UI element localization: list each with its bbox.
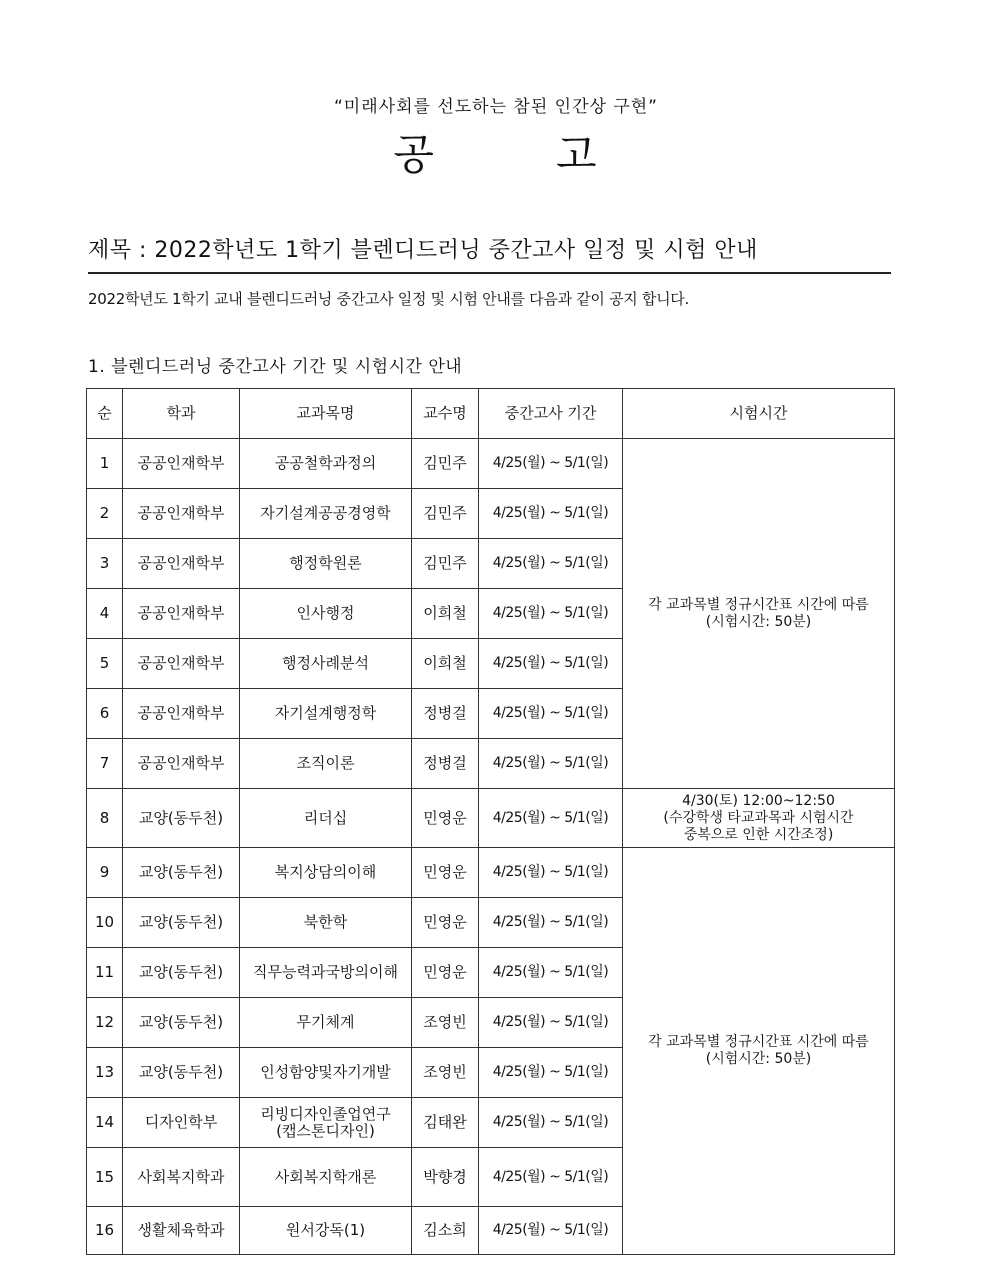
exam-time-group-1 bbox=[623, 439, 895, 789]
row-professor: 정병걸 bbox=[412, 739, 479, 789]
row-professor: 민영운 bbox=[412, 789, 479, 848]
row-course: 자기설계공공경영학 bbox=[240, 489, 412, 539]
row-period: 4/25(월) ~ 5/1(일) bbox=[479, 539, 623, 589]
row-no: 1 bbox=[87, 439, 123, 489]
table-row bbox=[87, 848, 895, 898]
row-course: 복지상담의이해 bbox=[240, 848, 412, 898]
row-period: 4/25(월) ~ 5/1(일) bbox=[479, 439, 623, 489]
row-professor: 김민주 bbox=[412, 489, 479, 539]
row-dept: 교양(동두천) bbox=[123, 898, 240, 948]
row-professor: 이희철 bbox=[412, 589, 479, 639]
row-no: 6 bbox=[87, 689, 123, 739]
row-dept: 공공인재학부 bbox=[123, 539, 240, 589]
row-course: 북한학 bbox=[240, 898, 412, 948]
row-course: 인성함양및자기개발 bbox=[240, 1048, 412, 1098]
row-no: 13 bbox=[87, 1048, 123, 1098]
row-professor: 김민주 bbox=[412, 439, 479, 489]
row-course: 조직이론 bbox=[240, 739, 412, 789]
row-dept: 교양(동두천) bbox=[123, 1048, 240, 1098]
row-course: 인사행정 bbox=[240, 589, 412, 639]
row-course: 자기설계행정학 bbox=[240, 689, 412, 739]
row-dept: 공공인재학부 bbox=[123, 489, 240, 539]
notice-title-char-2: 고 bbox=[556, 130, 599, 179]
row-period: 4/25(월) ~ 5/1(일) bbox=[479, 589, 623, 639]
row-period: 4/25(월) ~ 5/1(일) bbox=[479, 1148, 623, 1207]
row-no: 12 bbox=[87, 998, 123, 1048]
row-period: 4/25(월) ~ 5/1(일) bbox=[479, 898, 623, 948]
row-period: 4/25(월) ~ 5/1(일) bbox=[479, 789, 623, 848]
row-course-line: 리빙디자인졸업연구 bbox=[260, 1104, 391, 1123]
col-header-professor: 교수명 bbox=[412, 389, 479, 439]
notice-title bbox=[0, 122, 992, 182]
row-professor: 김태완 bbox=[412, 1098, 479, 1148]
row-period: 4/25(월) ~ 5/1(일) bbox=[479, 689, 623, 739]
row-period: 4/25(월) ~ 5/1(일) bbox=[479, 998, 623, 1048]
row-course: 행정학원론 bbox=[240, 539, 412, 589]
exam-schedule-table bbox=[86, 388, 895, 1255]
row-no: 11 bbox=[87, 948, 123, 998]
row-professor: 민영운 bbox=[412, 848, 479, 898]
row-dept: 공공인재학부 bbox=[123, 589, 240, 639]
subject-heading: 제목 : 2022학년도 1학기 블렌디드러닝 중간고사 일정 및 시험 안내 bbox=[88, 236, 891, 274]
row-no: 3 bbox=[87, 539, 123, 589]
row-dept: 공공인재학부 bbox=[123, 739, 240, 789]
row-professor: 김민주 bbox=[412, 539, 479, 589]
row-professor: 조영빈 bbox=[412, 998, 479, 1048]
row-professor: 민영운 bbox=[412, 948, 479, 998]
row-dept: 공공인재학부 bbox=[123, 439, 240, 489]
row-dept: 교양(동두천) bbox=[123, 848, 240, 898]
row-course: 무기체계 bbox=[240, 998, 412, 1048]
row-professor: 민영운 bbox=[412, 898, 479, 948]
row-no: 14 bbox=[87, 1098, 123, 1148]
row-no: 9 bbox=[87, 848, 123, 898]
row-dept: 교양(동두천) bbox=[123, 789, 240, 848]
row-course bbox=[240, 1098, 412, 1148]
col-header-course: 교과목명 bbox=[240, 389, 412, 439]
table-header-row bbox=[87, 389, 895, 439]
table-row bbox=[87, 439, 895, 489]
row-dept: 공공인재학부 bbox=[123, 639, 240, 689]
notice-title-char-1: 공 bbox=[393, 130, 436, 179]
row-professor: 이희철 bbox=[412, 639, 479, 689]
row-no: 5 bbox=[87, 639, 123, 689]
row-period: 4/25(월) ~ 5/1(일) bbox=[479, 948, 623, 998]
row-no: 7 bbox=[87, 739, 123, 789]
row-period: 4/25(월) ~ 5/1(일) bbox=[479, 1098, 623, 1148]
row-course: 공공철학과정의 bbox=[240, 439, 412, 489]
exam-time-line: 4/30(토) 12:00~12:50 bbox=[682, 792, 835, 809]
row-professor: 조영빈 bbox=[412, 1048, 479, 1098]
row-no: 10 bbox=[87, 898, 123, 948]
row-professor: 김소희 bbox=[412, 1207, 479, 1255]
exam-time-line: (시험시간: 50분) bbox=[705, 1051, 812, 1067]
row-course-line: (캡스톤디자인) bbox=[276, 1121, 375, 1140]
col-header-dept: 학과 bbox=[123, 389, 240, 439]
col-header-period: 중간고사 기간 bbox=[479, 389, 623, 439]
exam-time-line: 각 교과목별 정규시간표 시간에 따름 bbox=[648, 596, 869, 613]
row-dept: 교양(동두천) bbox=[123, 948, 240, 998]
row-dept: 생활체육학과 bbox=[123, 1207, 240, 1255]
row-period: 4/25(월) ~ 5/1(일) bbox=[479, 739, 623, 789]
col-header-no: 순 bbox=[87, 389, 123, 439]
row-dept: 디자인학부 bbox=[123, 1098, 240, 1148]
exam-time-line: 중복으로 인한 시간조정) bbox=[683, 826, 834, 843]
row-period: 4/25(월) ~ 5/1(일) bbox=[479, 1207, 623, 1255]
row-period: 4/25(월) ~ 5/1(일) bbox=[479, 848, 623, 898]
row-course: 직무능력과국방의이해 bbox=[240, 948, 412, 998]
row-no: 4 bbox=[87, 589, 123, 639]
section-title: 1. 블렌디드러닝 중간고사 기간 및 시험시간 안내 bbox=[88, 357, 463, 377]
table-row bbox=[87, 789, 895, 848]
row-no: 15 bbox=[87, 1148, 123, 1207]
row-period: 4/25(월) ~ 5/1(일) bbox=[479, 489, 623, 539]
row-course: 원서강독(1) bbox=[240, 1207, 412, 1255]
row-dept: 사회복지학과 bbox=[123, 1148, 240, 1207]
motto: “미래사회를 선도하는 참된 인간상 구현” bbox=[334, 97, 658, 117]
row-dept: 공공인재학부 bbox=[123, 689, 240, 739]
row-period: 4/25(월) ~ 5/1(일) bbox=[479, 1048, 623, 1098]
row-professor: 정병걸 bbox=[412, 689, 479, 739]
col-header-exam-time: 시험시간 bbox=[623, 389, 895, 439]
row-dept: 교양(동두천) bbox=[123, 998, 240, 1048]
row-no: 8 bbox=[87, 789, 123, 848]
row-course: 사회복지학개론 bbox=[240, 1148, 412, 1207]
exam-time-line: (수강학생 타교과목과 시험시간 bbox=[663, 809, 854, 826]
intro-text: 2022학년도 1학기 교내 블렌디드러닝 중간고사 일정 및 시험 안내를 다음과 같이 공지 합니다. bbox=[88, 290, 689, 308]
exam-time-group-3 bbox=[623, 848, 895, 1255]
row-professor: 박향경 bbox=[412, 1148, 479, 1207]
row-course: 리더십 bbox=[240, 789, 412, 848]
row-period: 4/25(월) ~ 5/1(일) bbox=[479, 639, 623, 689]
row-course: 행정사례분석 bbox=[240, 639, 412, 689]
exam-time-line: 각 교과목별 정규시간표 시간에 따름 bbox=[648, 1034, 869, 1050]
exam-time-group-2 bbox=[623, 789, 895, 848]
row-no: 16 bbox=[87, 1207, 123, 1255]
row-no: 2 bbox=[87, 489, 123, 539]
exam-time-line: (시험시간: 50분) bbox=[705, 613, 812, 630]
